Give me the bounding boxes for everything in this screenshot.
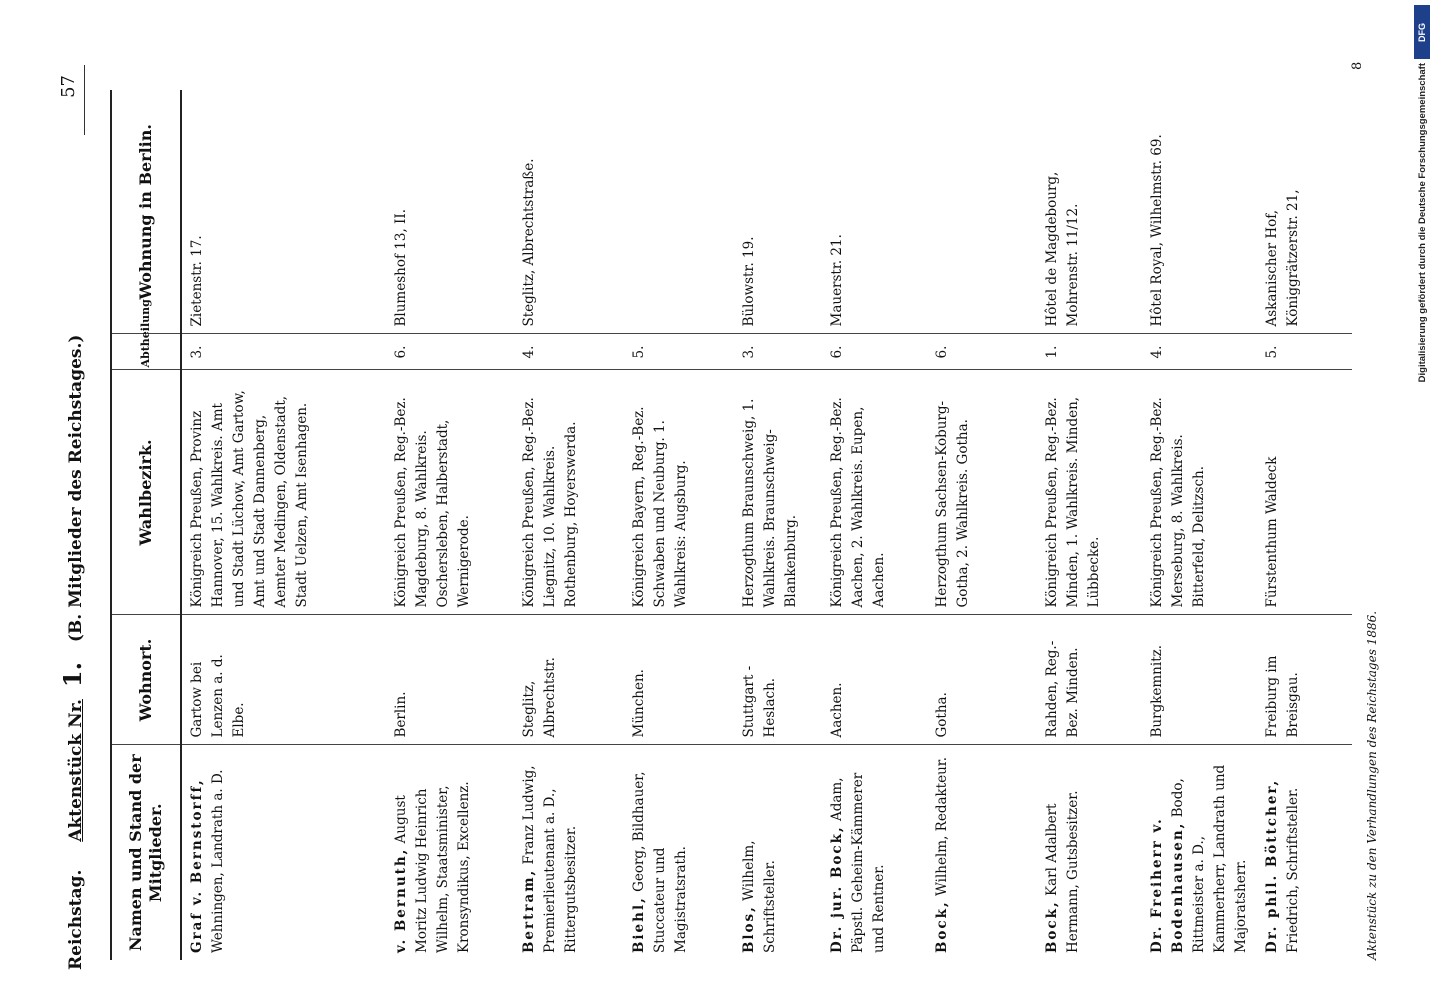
member-name: Bock,	[1044, 900, 1060, 953]
member-name: Dr. phil. Böttcher,	[1264, 778, 1280, 953]
members-table	[110, 90, 1352, 960]
cell-wohnung: Zietenstr. 17.	[181, 90, 386, 334]
table-row	[734, 90, 822, 960]
digitization-note: Digitalisierung gefördert durch die Deutsche Forschungsgemeinschaft	[1416, 63, 1428, 383]
cell-name	[822, 745, 927, 960]
cell-abtheilung: 3.	[181, 334, 386, 370]
cell-wohnort: Gotha.	[927, 615, 1037, 745]
cell-wohnort: Aachen.	[822, 615, 927, 745]
member-stand: August Moritz Ludwig Heinrich Wilhelm, Staatsminister, Kronsyndikus, Excellenz.	[393, 781, 472, 953]
cell-name	[514, 745, 624, 960]
table-row	[1142, 90, 1257, 960]
header-title	[58, 335, 87, 970]
member-stand: Karl Adalbert Hermann, Gutsbesitzer.	[1044, 790, 1081, 953]
cell-name	[1142, 745, 1257, 960]
cell-wohnung: Bülowstr. 19.	[734, 90, 822, 334]
cell-abtheilung: 6.	[386, 334, 514, 370]
cell-abtheilung: 5.	[1257, 334, 1352, 370]
table-row	[386, 90, 514, 960]
col-header-wohnung: Wohnung in Berlin.	[111, 90, 181, 334]
header-number: 1.	[58, 662, 87, 688]
member-name: Bertram,	[521, 868, 537, 953]
header-section: (B. Mitglieder des Reichstages.)	[66, 334, 86, 643]
page-number-top: 57	[58, 75, 79, 98]
member-name: Dr. Freiherr v. Bodenhausen,	[1149, 817, 1186, 953]
cell-abtheilung: 6.	[822, 334, 927, 370]
cell-wahlbezirk: Königreich Preußen, Reg.-Bez. Liegnitz, 10. Wahlkreis. Rothenburg, Hoyerswerda.	[514, 370, 624, 615]
member-stand: Friedrich, Schriftsteller.	[1285, 787, 1301, 953]
cell-name	[1257, 745, 1352, 960]
member-stand: Wehningen, Landrath a. D.	[210, 769, 226, 953]
col-header-abtheilung: Abtheilung	[111, 334, 181, 370]
cell-name	[734, 745, 822, 960]
table-row	[514, 90, 624, 960]
cell-name	[386, 745, 514, 960]
cell-wahlbezirk: Königreich Preußen, Reg.-Bez. Magdeburg, 8. Wahlkreis. Oschersleben, Halberstadt, Wernigerode.	[386, 370, 514, 615]
rotated-page	[30, 35, 1410, 975]
cell-abtheilung: 3.	[734, 334, 822, 370]
cell-abtheilung: 4.	[514, 334, 624, 370]
col-header-wahlbezirk: Wahlbezirk.	[111, 370, 181, 615]
cell-abtheilung: 5.	[624, 334, 734, 370]
cell-wohnung: Hôtel de Magdebourg, Mohrenstr. 11/12.	[1037, 90, 1142, 334]
cell-wohnort: Stuttgart - Heslach.	[734, 615, 822, 745]
member-name: Graf v. Bernstorff,	[189, 778, 205, 953]
digitization-sidebar	[1413, 5, 1431, 995]
cell-abtheilung: 6.	[927, 334, 1037, 370]
member-stand: Adam, Päpstl. Geheim-Kämmerer und Rentner.	[829, 772, 887, 953]
cell-wohnort: Burgkemnitz.	[1142, 615, 1257, 745]
member-stand: Franz Ludwig, Premierlieutenant a. D., Rittergutsbesitzer.	[521, 765, 579, 953]
cell-name	[1037, 745, 1142, 960]
cell-wohnort: Freiburg im Breisgau.	[1257, 615, 1352, 745]
member-stand: Wilhelm, Redakteur.	[934, 756, 950, 896]
cell-wahlbezirk: Königreich Preußen, Reg.-Bez. Aachen, 2. Wahlkreis. Eupen, Aachen.	[822, 370, 927, 615]
table-row	[822, 90, 927, 960]
cell-wahlbezirk: Königreich Bayern, Reg.-Bez. Schwaben und Neuburg. 1. Wahlkreis: Augsburg.	[624, 370, 734, 615]
cell-wahlbezirk: Fürstenthum Waldeck	[1257, 370, 1352, 615]
header-aktenstueck: Aktenstück Nr.	[66, 699, 86, 842]
table-row	[181, 90, 386, 960]
cell-wohnung: Steglitz, Albrechtstraße.	[514, 90, 624, 334]
member-name: Biehl,	[631, 896, 647, 953]
header-rule	[84, 65, 85, 135]
cell-wohnung	[927, 90, 1037, 334]
cell-wahlbezirk: Königreich Preußen, Provinz Hannover, 15. Wahlkreis. Amt und Stadt Lüchow, Amt Gartow, Amt und Stadt Dannenberg, Aemter Medingen, Oldenstadt, Stadt Uelzen, Amt Isenhagen.	[181, 370, 386, 615]
member-stand: Bodo, Rittmeister a. D., Kammerherr, Landrath und Majoratsherr.	[1170, 764, 1249, 953]
page-number-bottom: 8	[1350, 61, 1365, 70]
dfg-logo	[1414, 5, 1430, 59]
member-stand: Georg, Bildhauer, Stuccateur und Magistratsrath.	[631, 771, 689, 953]
cell-name	[181, 745, 386, 960]
table-row	[927, 90, 1037, 960]
cell-wohnort: München.	[624, 615, 734, 745]
cell-wahlbezirk: Königreich Preußen, Reg.-Bez. Minden, 1. Wahlkreis. Minden, Lübbecke.	[1037, 370, 1142, 615]
table-header-row	[111, 90, 181, 960]
table-row	[1257, 90, 1352, 960]
cell-wohnung: Mauerstr. 21.	[822, 90, 927, 334]
cell-abtheilung: 1.	[1037, 334, 1142, 370]
member-stand: Wilhelm, Schriftsteller.	[741, 840, 778, 953]
cell-wohnung: Hôtel Royal, Wilhelmstr. 69.	[1142, 90, 1257, 334]
cell-wohnung: Blumeshof 13, II.	[386, 90, 514, 334]
member-name: Blos,	[741, 905, 757, 953]
table-row	[624, 90, 734, 960]
cell-wohnort: Rahden, Reg.-Bez. Minden.	[1037, 615, 1142, 745]
cell-wohnort: Gartow bei Lenzen a. d. Elbe.	[181, 615, 386, 745]
col-header-namen: Namen und Stand der Mitglieder.	[111, 745, 181, 960]
table-row	[1037, 90, 1142, 960]
header-reichstag: Reichstag.	[66, 869, 86, 970]
cell-wahlbezirk: Herzogthum Braunschweig, 1. Wahlkreis. Braunschweig-Blankenburg.	[734, 370, 822, 615]
member-name: v. Bernuth,	[393, 847, 409, 953]
cell-name	[624, 745, 734, 960]
cell-abtheilung: 4.	[1142, 334, 1257, 370]
page-header	[30, 35, 100, 975]
dfg-logo-text: DFG	[1417, 22, 1427, 42]
cell-name	[927, 745, 1037, 960]
cell-wohnort: Steglitz, Albrechtstr.	[514, 615, 624, 745]
cell-wohnort: Berlin.	[386, 615, 514, 745]
footer-note: Aktenstück zu den Verhandlungen des Reichstages 1886.	[1365, 610, 1379, 960]
cell-wahlbezirk: Königreich Preußen, Reg.-Bez. Merseburg, 8. Wahlkreis. Bitterfeld, Delitzsch.	[1142, 370, 1257, 615]
cell-wahlbezirk: Herzogthum Sachsen-Koburg-Gotha, 2. Wahlkreis. Gotha.	[927, 370, 1037, 615]
member-name: Bock,	[934, 900, 950, 953]
member-name: Dr. jur. Bock,	[829, 825, 845, 953]
cell-wohnung: Askanischer Hof, Königgrätzerstr. 21,	[1257, 90, 1352, 334]
col-header-wohnort: Wohnort.	[111, 615, 181, 745]
cell-wohnung	[624, 90, 734, 334]
